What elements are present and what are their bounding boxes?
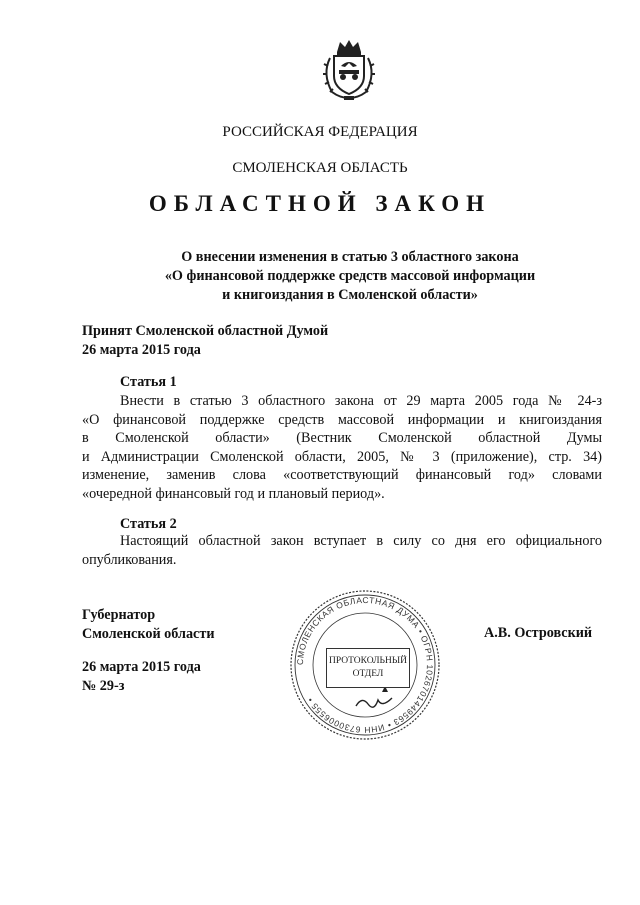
region-heading: СМОЛЕНСКАЯ ОБЛАСТЬ	[232, 160, 408, 176]
adoption-note	[82, 322, 328, 360]
article-2-heading: Статья 2	[120, 516, 177, 532]
issue-info	[82, 658, 201, 696]
adoption-date: 26 марта 2015 года	[82, 342, 201, 358]
article-1-line: изменение, заменив слова «соответствующий финансовый год» словами	[82, 467, 602, 483]
subject-line: О внесении изменения в статью 3 областного закона	[181, 249, 519, 265]
article-1-line: Внести в статью 3 областного закона от 29 марта 2005 года № 24-з	[120, 393, 602, 409]
article-1-line: и Администрации Смоленской области, 2005, № 3 (приложение), стр. 34)	[82, 448, 602, 465]
issue-date: 26 марта 2015 года	[82, 659, 201, 675]
signatory-position	[82, 606, 215, 644]
article-2-text	[82, 532, 602, 569]
adoption-body: Принят Смоленской областной Думой	[82, 323, 329, 339]
article-1-line: в Смоленской области» (Вестник Смоленской областной Думы	[82, 430, 602, 446]
subject-line: и книгоиздания в Смоленской области»	[222, 287, 478, 303]
coat-of-arms-emblem	[318, 38, 380, 102]
document-type-title: ОБЛАСТНОЙ ЗАКОН	[148, 191, 492, 216]
seal-department-line: ПРОТОКОЛЬНЫЙ	[328, 656, 408, 666]
signatory-region: Смоленской области	[82, 626, 215, 642]
article-1-line: «О финансовой поддержке средств массовой информации и книгоиздания	[82, 411, 602, 428]
signatory-name: А.В. Островский	[484, 625, 593, 641]
article-1-heading: Статья 1	[120, 374, 177, 390]
seal-department-line: ОТДЕЛ	[352, 669, 384, 679]
seal-ring-text: СМОЛЕНСКАЯ ОБЛАСТНАЯ ДУМА • ОГРН 1026701449563 • ИНН 6730006555 •	[294, 594, 436, 736]
law-subject	[100, 248, 600, 305]
country-heading: РОССИЙСКАЯ ФЕДЕРАЦИЯ	[222, 124, 418, 140]
article-1-text	[82, 392, 602, 503]
article-2-line: опубликования.	[82, 551, 177, 568]
subject-line: «О финансовой поддержке средств массовой информации	[164, 268, 536, 284]
article-1-line: «очередной финансовый год и плановый период».	[82, 485, 385, 502]
article-2-line: Настоящий областной закон вступает в силу со дня его официального	[120, 533, 602, 549]
law-number: № 29-з	[82, 678, 125, 694]
seal-department-box	[326, 648, 410, 688]
signatory-title: Губернатор	[82, 607, 156, 623]
